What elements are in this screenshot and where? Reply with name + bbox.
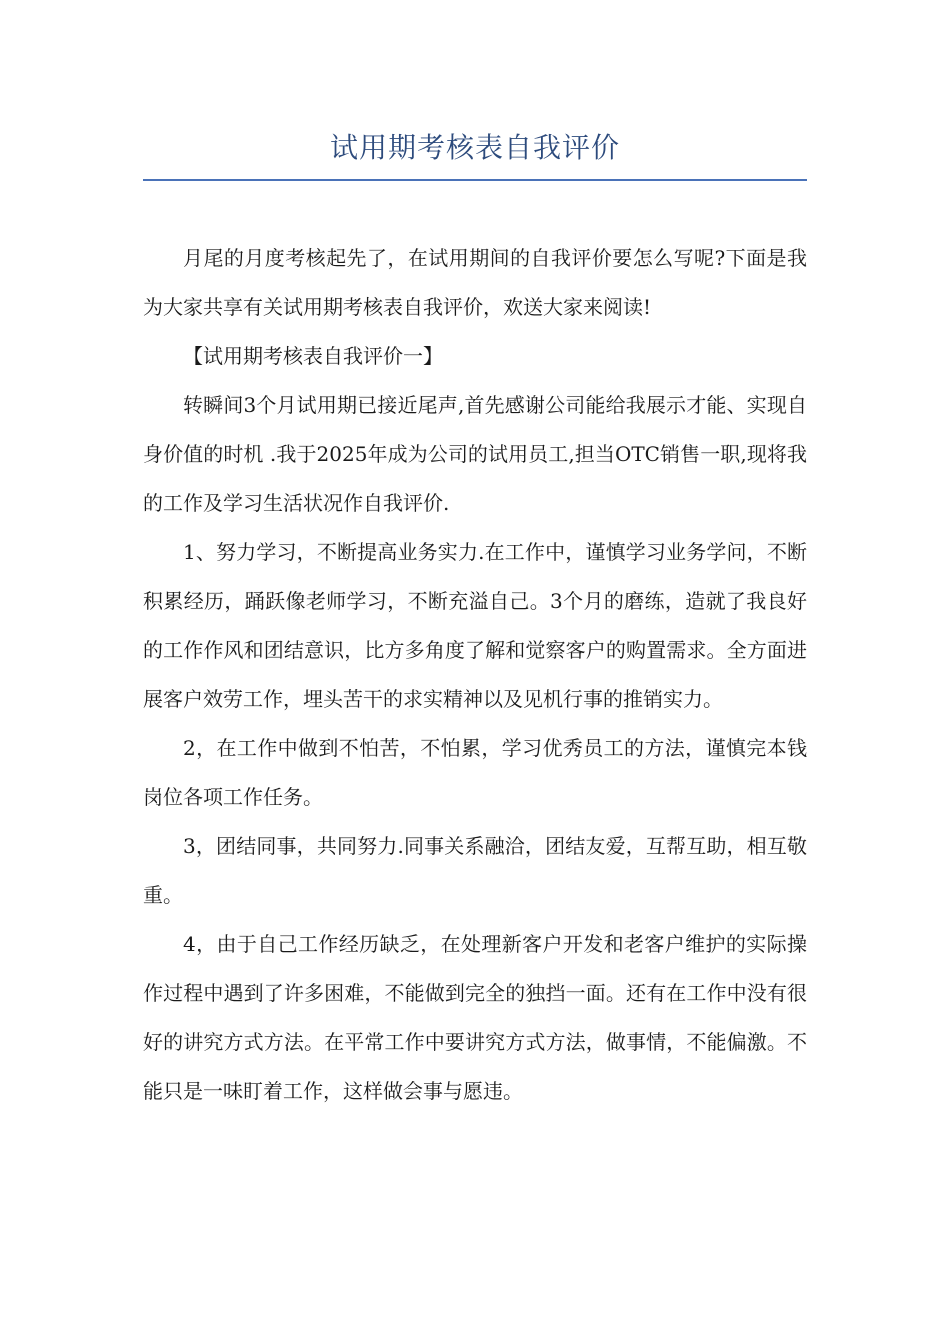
list-item-paragraph: 2，在工作中做到不怕苦，不怕累，学习优秀员工的方法，谨慎完本钱岗位各项工作任务。 (143, 736, 807, 809)
body-paragraph: 转瞬间3个月试用期已接近尾声,首先感谢公司能给我展示才能、实现自身价值的时机 .我于2025年成为公司的试用员工,担当OTC销售一职,现将我的工作及学习生活状况作自我评价. (143, 393, 807, 515)
list-item-paragraph: 1、努力学习，不断提高业务实力.在工作中，谨慎学习业务学问，不断积累经历，踊跃像老师学习，不断充溢自己。3个月的磨练，造就了我良好的工作作风和团结意识，比方多角度了解和觉察客户的购置需求。全方面进展客户效劳工作，埋头苦干的求实精神以及见机行事的推销实力。 (143, 540, 807, 711)
intro-paragraph: 月尾的月度考核起先了，在试用期间的自我评价要怎么写呢?下面是我为大家共享有关试用期考核表自我评价，欢送大家来阅读! (143, 246, 807, 319)
list-item-paragraph: 3，团结同事，共同努力.同事关系融洽，团结友爱，互帮互助，相互敬重。 (143, 834, 807, 907)
title-underline (143, 179, 807, 181)
list-item-paragraph: 4，由于自己工作经历缺乏，在处理新客户开发和老客户维护的实际操作过程中遇到了许多困难，不能做到完全的独挡一面。还有在工作中没有很好的讲究方式方法。在平常工作中要讲究方式方法，做事情，不能偏激。不能只是一味盯着工作，这样做会事与愿违。 (143, 932, 807, 1103)
document-title: 试用期考核表自我评价 (329, 131, 620, 164)
section-heading: 【试用期考核表自我评价一】 (183, 344, 443, 368)
document-body (143, 234, 807, 1116)
